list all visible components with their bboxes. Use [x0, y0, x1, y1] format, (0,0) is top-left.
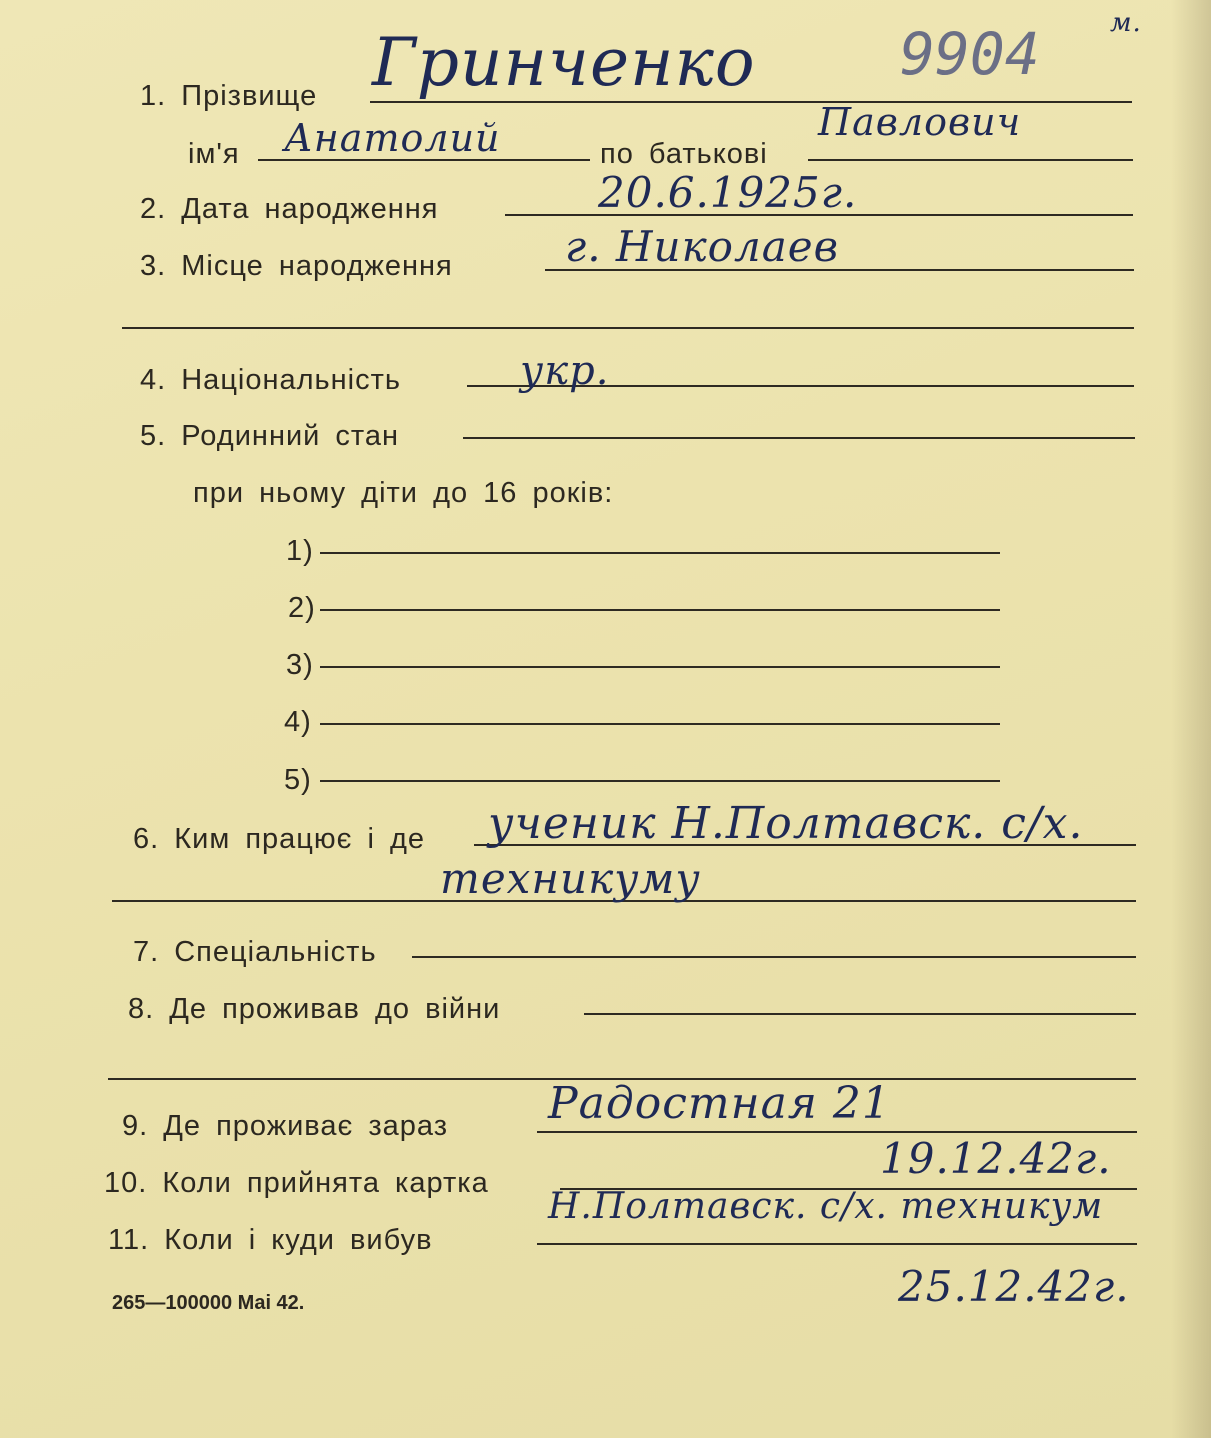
first-name-label: ім'я [188, 138, 240, 170]
child-2-label: 2) [288, 592, 316, 624]
patronymic-label: по батькові [600, 138, 768, 170]
birth-place-label: 3. Місце народження [140, 250, 453, 282]
birth-date-value: 20.6.1925г. [598, 168, 858, 217]
departed-date: 25.12.42г. [898, 1262, 1130, 1311]
patronymic-value: Павлович [818, 100, 1022, 144]
work-label: 6. Ким працює і де [133, 823, 426, 855]
child-5-line [320, 780, 1000, 782]
departed-label: 11. Коли і куди вибув [108, 1224, 433, 1256]
current-line [537, 1131, 1137, 1133]
specialty-line [412, 956, 1136, 958]
print-code: 265—100000 Mai 42. [112, 1292, 305, 1314]
prewar-label: 8. Де проживав до війни [128, 993, 501, 1025]
specialty-label: 7. Спеціальність [133, 936, 377, 968]
corner-mark: м. [1110, 8, 1142, 38]
birth-place-value: г. Николаев [565, 222, 840, 271]
child-3-label: 3) [286, 649, 314, 681]
child-5-label: 5) [284, 764, 312, 796]
departed-value: Н.Полтавск. с/х. техникум [548, 1186, 1104, 1227]
child-1-line [320, 552, 1000, 554]
nationality-value: укр. [520, 348, 610, 394]
work-value-1: ученик Н.Полтавск. с/х. [488, 798, 1084, 849]
child-1-label: 1) [286, 535, 314, 567]
prewar-line [584, 1013, 1136, 1015]
birth-place-line-2 [122, 327, 1134, 329]
first-name-value: Анатолий [284, 116, 501, 160]
marital-label: 5. Родинний стан [140, 420, 400, 452]
child-4-label: 4) [284, 706, 312, 738]
surname-label: 1. Прізвище [140, 80, 318, 112]
child-4-line [320, 723, 1000, 725]
child-2-line [320, 609, 1000, 611]
surname-value: Гринченко [372, 24, 756, 101]
child-3-line [320, 666, 1000, 668]
work-value-2: техникуму [440, 854, 701, 903]
accepted-label: 10. Коли прийнята картка [104, 1167, 489, 1199]
marital-line [463, 437, 1135, 439]
children-label: при ньому діти до 16 років: [193, 477, 614, 509]
archive-number: 9904 [900, 20, 1040, 88]
current-value: Радостная 21 [548, 1078, 891, 1129]
nationality-label: 4. Національність [140, 364, 402, 396]
current-label: 9. Де проживає зараз [122, 1110, 449, 1142]
birth-date-label: 2. Дата народження [140, 193, 439, 225]
accepted-value: 19.12.42г. [880, 1134, 1112, 1183]
patronymic-line [808, 159, 1133, 161]
departed-line [537, 1243, 1137, 1245]
